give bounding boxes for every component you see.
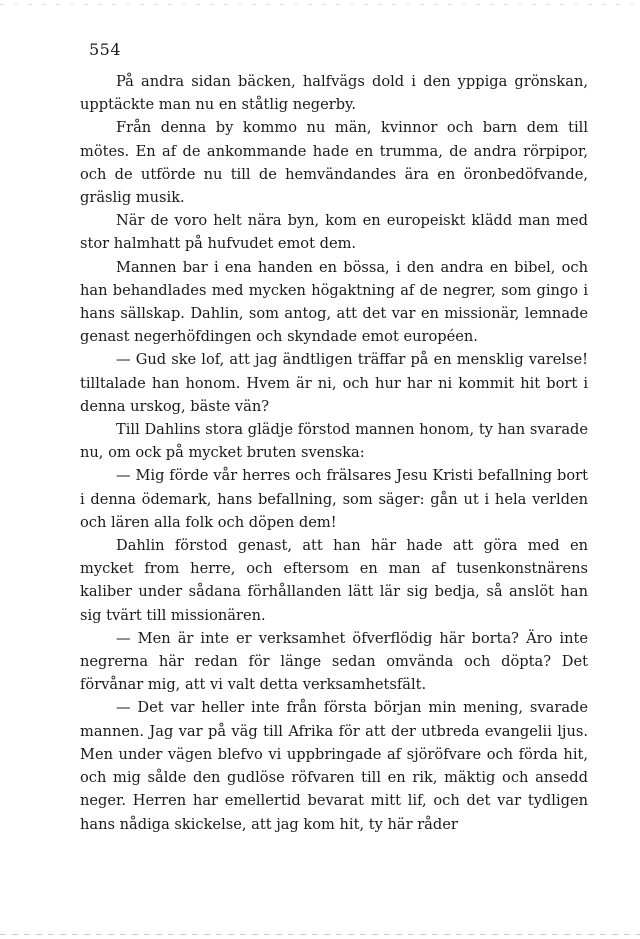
page-number: 554 — [89, 40, 122, 59]
scan-edge-bottom — [0, 934, 640, 935]
paragraph: — Men är inte er verksamhet öfverflödig här borta? Äro inte negrerna här redan för länge sedan omvända och döpta? Det förvånar mig, att vi valt detta verksamhetsfält. — [80, 629, 588, 694]
paragraph: — Mig förde vår herres och frälsares Jesu Kristi befallning bort i denna ödemark, hans befallning, som säger: gån ut i hela verlden och lären alla folk och döpen dem! — [80, 467, 588, 531]
paragraph: När de voro helt nära byn, kom en europeiskt klädd man med stor halmhatt på hufvudet emot dem. — [80, 212, 588, 253]
paragraph: — Det var heller inte från första början min mening, svarade mannen. Jag var på väg till Afrika för att der utbreda evangelii ljus. Men under vägen blefvo vi uppbringade af sjöröfvare och förda hit, och mig sålde den gudlöse röfvaren till en rik, mäktig och ansedd neger. Herren har emellertid bevarat mitt lif, och det var tydligen hans nådiga skickelse, att jag kom hit, ty här råder — [80, 699, 588, 833]
paragraph: Dahlin förstod genast, att han här hade att göra med en mycket from herre, och eftersom en man af tusenkonstnärens kaliber under sådana förhållanden lätt lär sig bedja, så anslöt han sig tvärt till missionären. — [80, 537, 588, 624]
paragraph: Till Dahlins stora glädje förstod mannen honom, ty han svarade nu, om ock på mycket bruten svenska: — [80, 421, 588, 462]
paragraph: Från denna by kommo nu män, kvinnor och barn dem till mötes. En af de ankommande hade en trumma, de andra rörpipor, och de utförde nu till de hemvändandes ära en öronbedöfvande, gräslig musik. — [80, 119, 588, 207]
paragraph: — Gud ske lof, att jag ändtligen träffar på en mensklig varelse! tilltalade han honom. Hvem är ni, och hur har ni kommit hit bort i denna urskog, bäste vän? — [80, 351, 588, 415]
paragraph: Mannen bar i ena handen en bössa, i den andra en bibel, och han behandlades med mycken högaktning af de negrer, som gingo i hans sällskap. Dahlin, som antog, att det var en missionär, lemnade genast negerhöfdingen och skyndade emot européen. — [80, 258, 588, 346]
paragraph: På andra sidan bäcken, halfvägs dold i den yppiga grönskan, upptäckte man nu en ståtlig negerby. — [80, 73, 588, 114]
scan-edge-top — [0, 4, 640, 5]
body-text — [80, 70, 588, 836]
